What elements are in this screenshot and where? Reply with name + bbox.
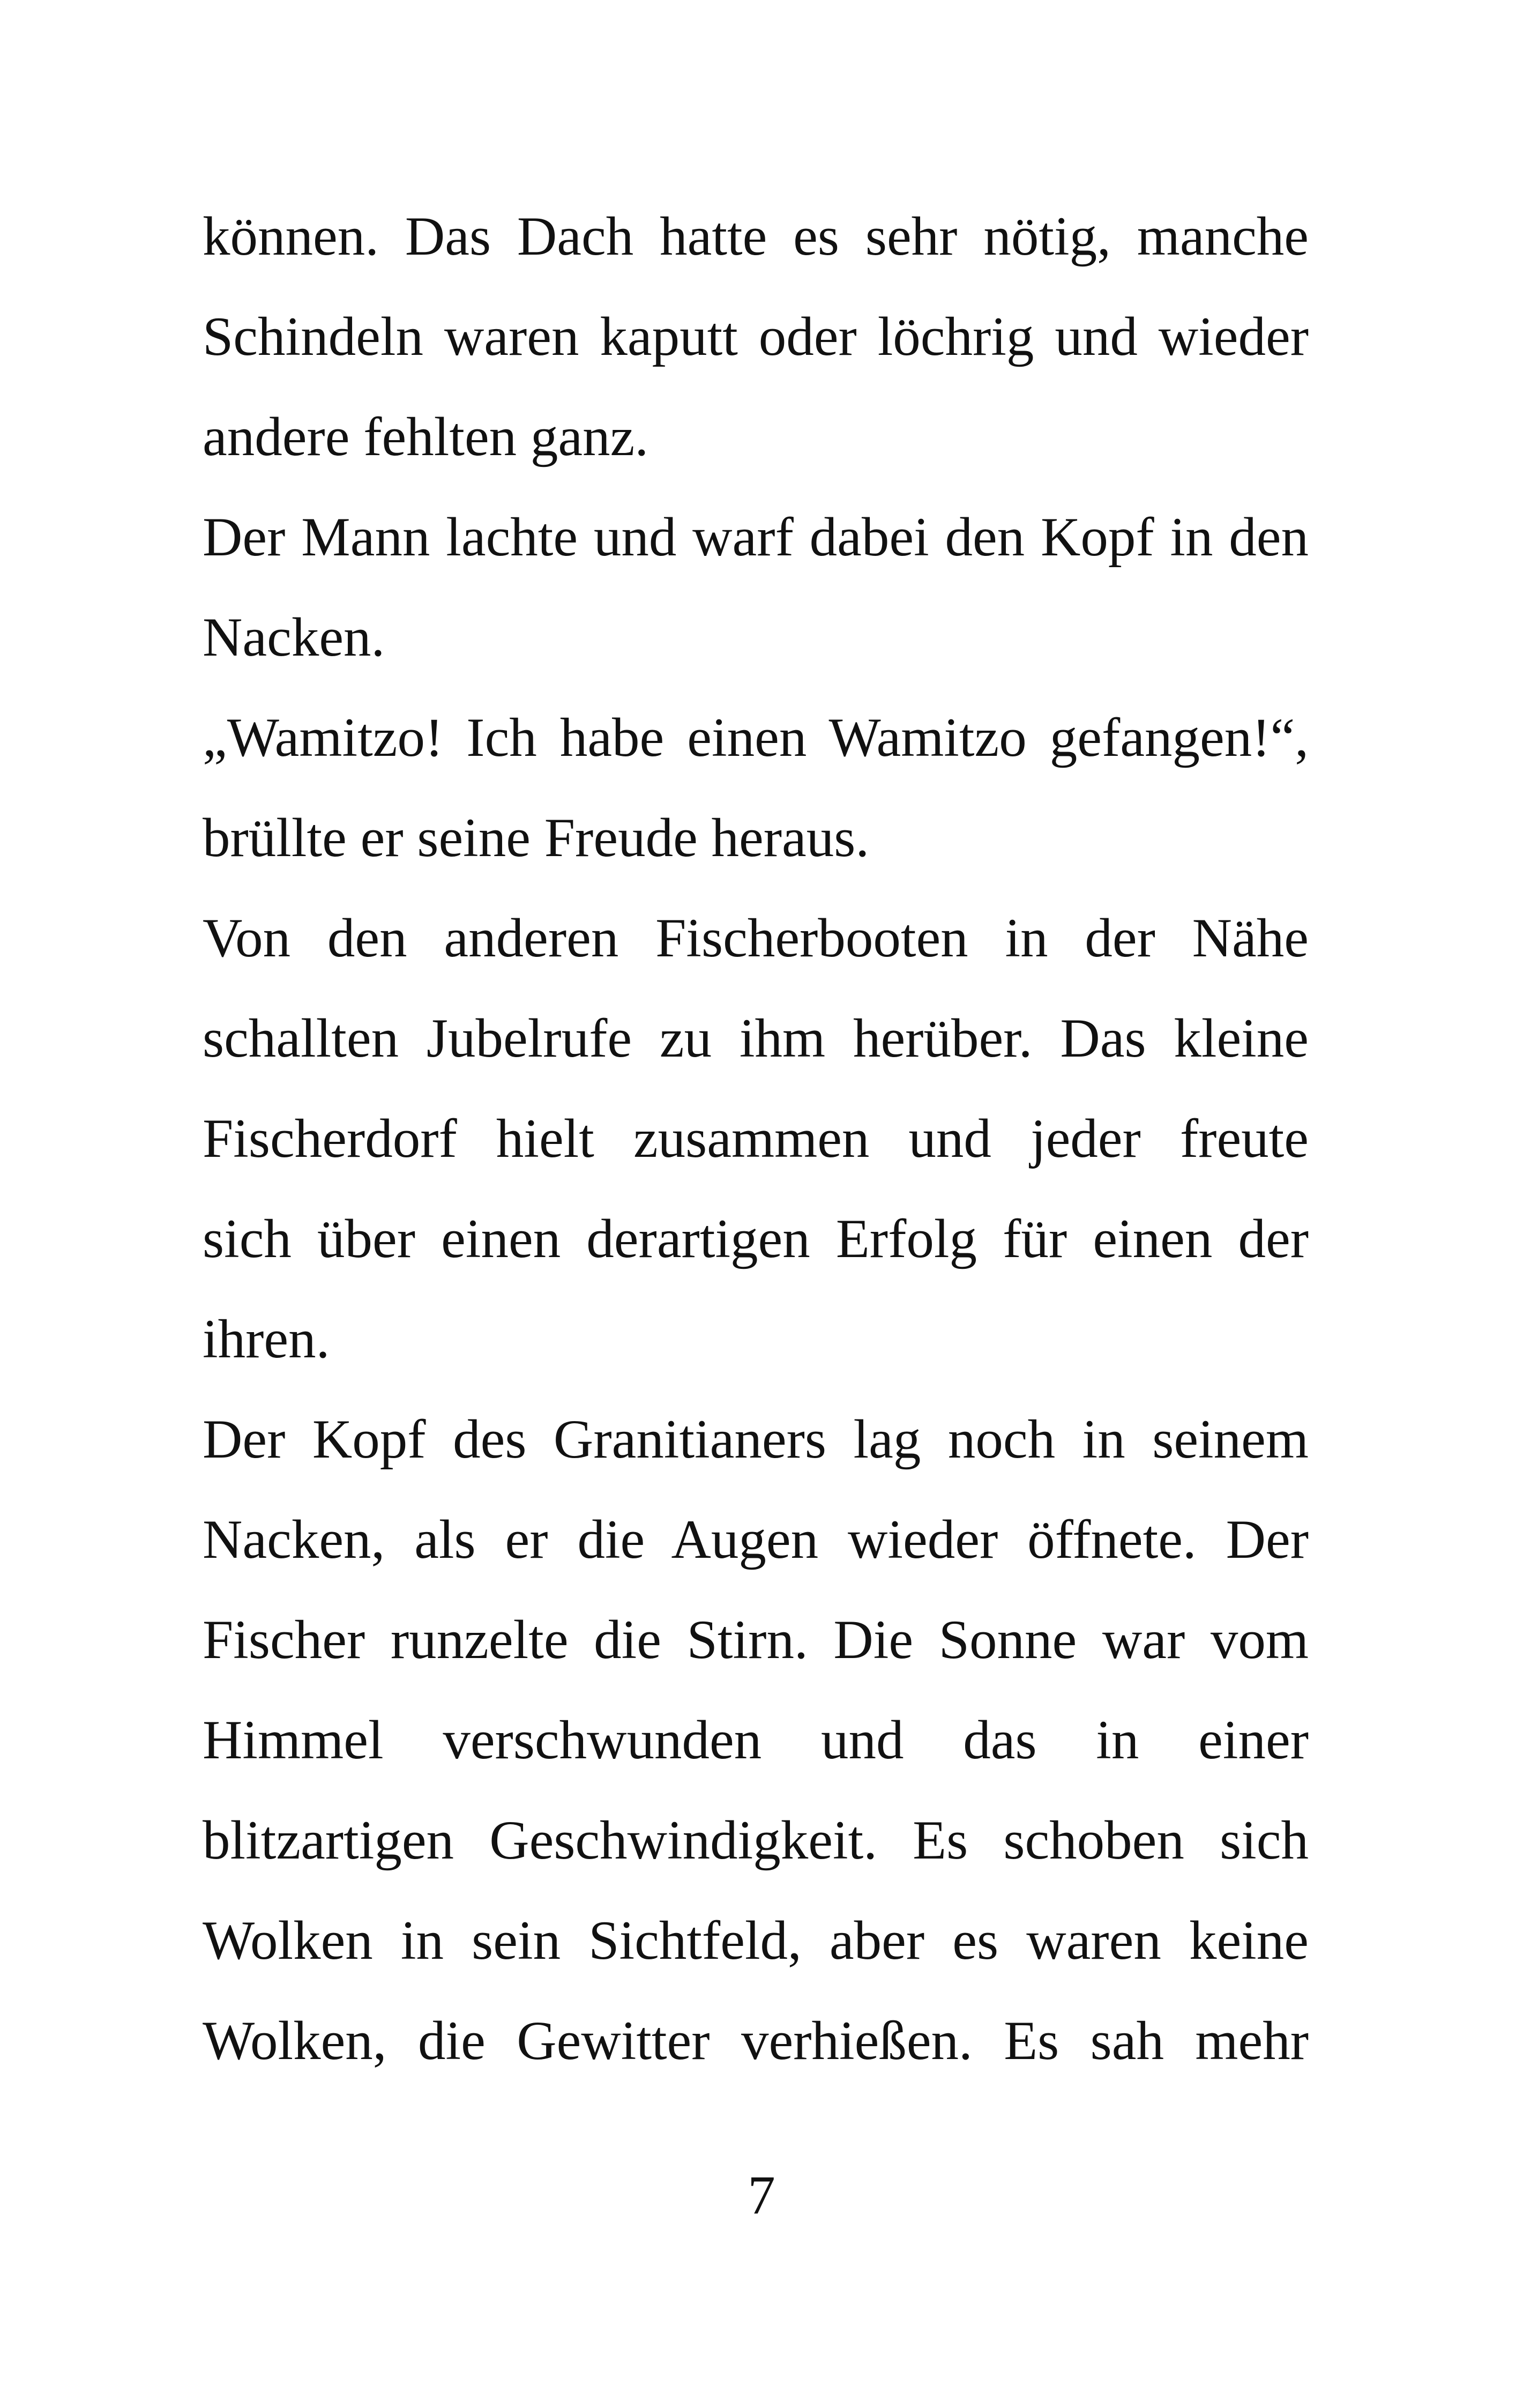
paragraph [203,487,1309,688]
text-line: Der Mann lachte und warf dabei den Kopf in den [203,507,1309,568]
text-line: Der Kopf des Granitianers lag noch in seinem [203,1409,1309,1470]
text-line: Schindeln waren kaputt oder löchrig und wieder [203,306,1309,367]
text-line: Fischerdorf hielt zusammen und jeder freute [203,1108,1309,1169]
text-line: brüllte er seine Freude heraus. [203,807,870,868]
text-line: sich über einen derartigen Erfolg für einen der [203,1208,1309,1269]
text-line: „Wamitzo! Ich habe einen Wamitzo gefangen!“, [203,707,1309,768]
text-line: Wolken in sein Sichtfeld, aber es waren keine [203,1910,1309,1971]
paragraph [203,888,1309,1389]
text-line: können. Das Dach hatte es sehr nötig, manche [203,206,1309,267]
text-line: andere fehlten ganz. [203,406,649,467]
body-text [203,187,1309,2091]
text-line: schallten Jubelrufe zu ihm herüber. Das kleine [203,1008,1309,1069]
text-line: Fischer runzelte die Stirn. Die Sonne war vom [203,1609,1309,1670]
paragraph [203,688,1309,888]
text-line: blitzartigen Geschwindigkeit. Es schoben sich [203,1810,1309,1871]
text-line: Nacken, als er die Augen wieder öffnete. Der [203,1509,1309,1570]
paragraph [203,1389,1309,2091]
text-line: Himmel verschwunden und das in einer [203,1710,1309,1771]
text-line: Von den anderen Fischerbooten in der Nähe [203,908,1309,969]
paragraph [203,187,1309,487]
page-number: 7 [748,2165,775,2226]
text-line: Wolken, die Gewitter verhießen. Es sah mehr [203,2010,1309,2071]
text-line: Nacken. [203,607,385,668]
text-line: ihren. [203,1309,330,1370]
